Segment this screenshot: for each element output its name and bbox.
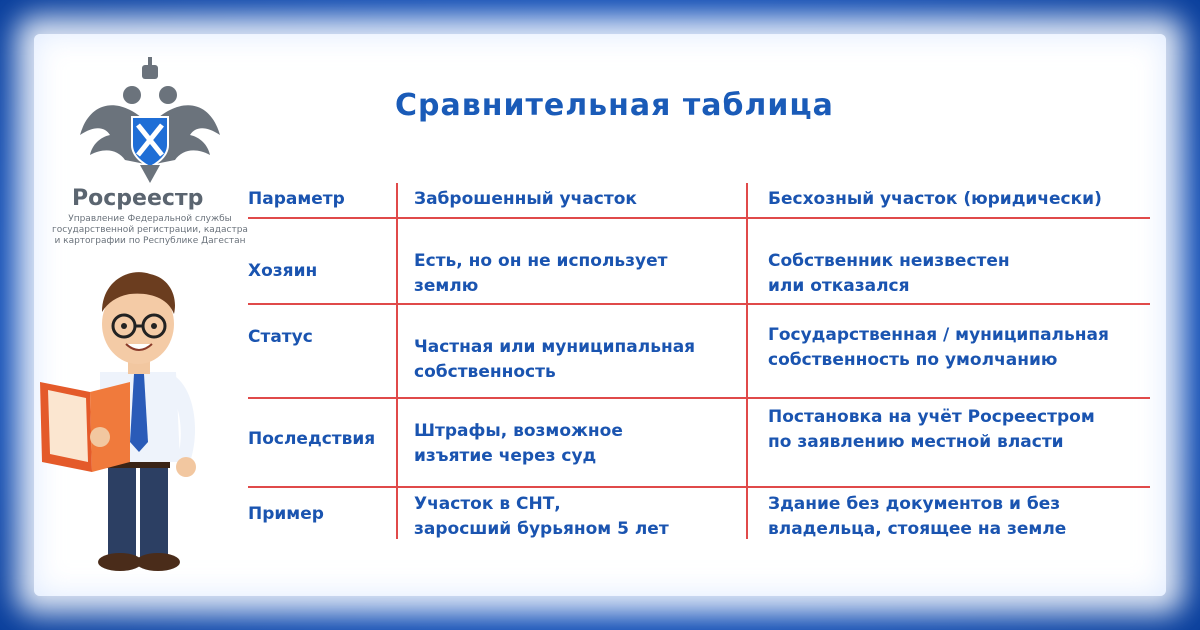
- header-cell: Заброшенный участок: [414, 189, 637, 209]
- abandoned-cell: Участок в СНТ, заросший бурьяном 5 лет: [414, 494, 669, 539]
- header-cell: Бесхозный участок (юридически): [768, 189, 1102, 209]
- table-header-row: [248, 183, 1150, 219]
- brand-subtitle-line: государственной регистрации, кадастра: [52, 225, 248, 235]
- param-cell: Последствия: [248, 429, 376, 449]
- brand-subtitle: [50, 214, 250, 247]
- param-cell: Хозяин: [248, 261, 318, 281]
- brand-name: Росреестр: [72, 186, 204, 211]
- abandoned-cell: Частная или муниципальная собственность: [414, 337, 696, 382]
- header-cell: Параметр: [248, 189, 345, 209]
- table-row: [248, 219, 1150, 305]
- param-cell: Пример: [248, 504, 324, 524]
- ownerless-cell: Постановка на учёт Росреестром по заявлению местной власти: [768, 407, 1095, 452]
- table-row: [248, 399, 1150, 488]
- comparison-table: [248, 183, 1150, 550]
- param-cell: Статус: [248, 327, 313, 347]
- brand-subtitle-line: Управление Федеральной службы: [68, 214, 232, 224]
- abandoned-cell: Штрафы, возможное изъятие через суд: [414, 421, 623, 466]
- brand-subtitle-line: и картографии по Республике Дагестан: [54, 236, 246, 246]
- abandoned-cell: Есть, но он не использует землю: [414, 251, 668, 296]
- ownerless-cell: Собственник неизвестен или отказался: [768, 251, 1010, 296]
- table-row: [248, 488, 1150, 550]
- ownerless-cell: Здание без документов и без владельца, стоящее на земле: [768, 494, 1067, 539]
- table-row: [248, 305, 1150, 399]
- ownerless-cell: Государственная / муниципальная собственность по умолчанию: [768, 325, 1109, 370]
- teacher-with-book-illustration: [30, 262, 220, 582]
- page-title: Сравнительная таблица: [395, 88, 834, 123]
